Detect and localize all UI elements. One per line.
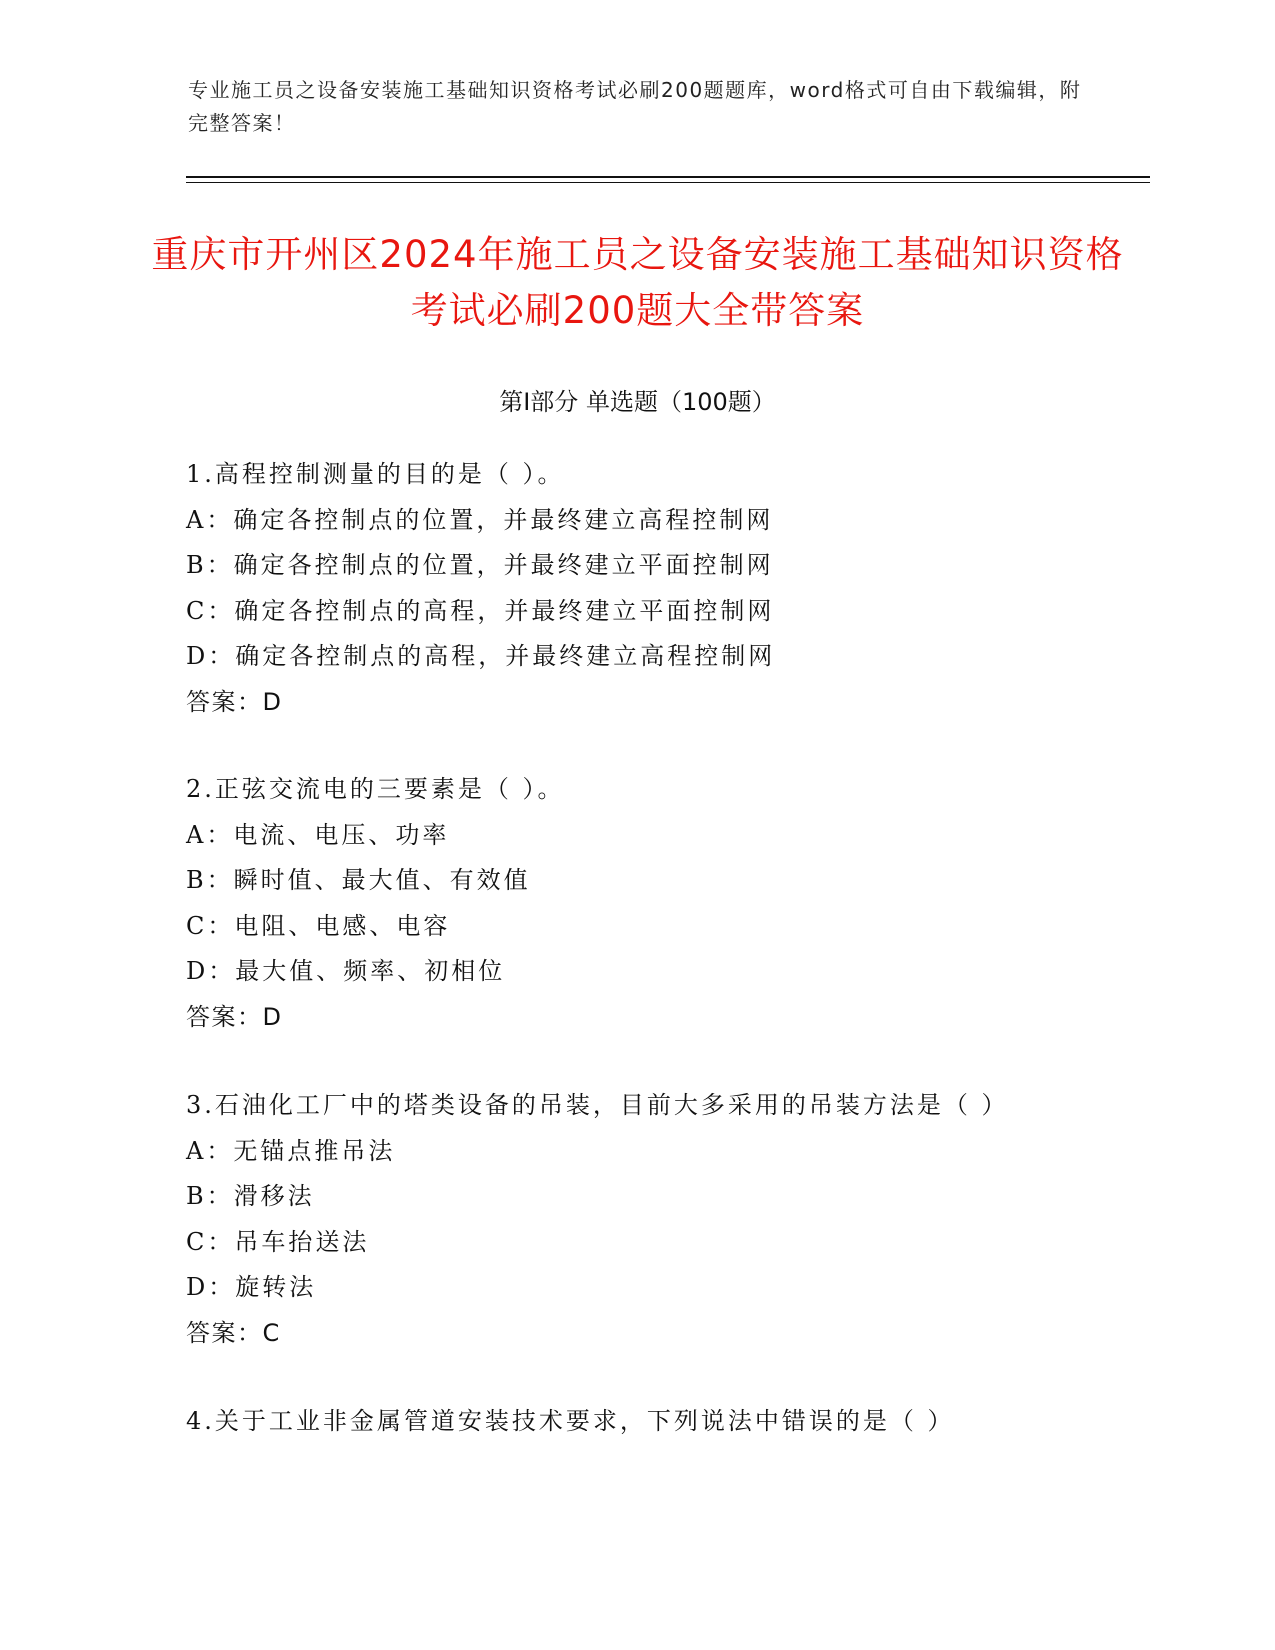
section-heading: 第Ⅰ部分 单选题（100题） (499, 388, 776, 416)
answer: 答案：D (186, 687, 283, 716)
header-note: 专业施工员之设备安装施工基础知识资格考试必刷200题题库，word格式可自由下载编辑，附完整答案！ (188, 78, 1082, 135)
question-3 (186, 1083, 1126, 1356)
question-stem: 2.正弦交流电的三要素是（ ）。 (186, 775, 565, 803)
header-rule-thin (186, 182, 1150, 183)
question-4 (186, 1399, 1126, 1445)
document-title: 重庆市开州区2024年施工员之设备安装施工基础知识资格考试必刷200题大全带答案 (151, 233, 1124, 332)
question-stem: 4.关于工业非金属管道安装技术要求，下列说法中错误的是（ ） (186, 1407, 955, 1435)
option-c: C：吊车抬送法 (186, 1227, 370, 1256)
option-a: A：电流、电压、功率 (186, 820, 450, 849)
question-stem: 3.石油化工厂中的塔类设备的吊装，目前大多采用的吊装方法是（ ） (186, 1091, 1009, 1119)
option-d: D：旋转法 (186, 1273, 317, 1301)
header-rule-thick (186, 176, 1150, 178)
option-d: D：确定各控制点的高程，并最终建立高程控制网 (186, 642, 776, 670)
question-1 (186, 452, 1126, 725)
option-a: A：确定各控制点的位置，并最终建立高程控制网 (186, 505, 774, 534)
option-d: D：最大值、频率、初相位 (186, 957, 506, 985)
option-b: B：滑移法 (186, 1182, 315, 1210)
option-c: C：确定各控制点的高程，并最终建立平面控制网 (186, 596, 775, 625)
option-c: C：电阻、电感、电容 (186, 911, 451, 940)
option-a: A：无锚点推吊法 (186, 1136, 396, 1165)
answer: 答案：C (186, 1318, 281, 1347)
question-2 (186, 767, 1126, 1040)
question-stem: 1.高程控制测量的目的是（ ）。 (186, 460, 565, 488)
option-b: B：瞬时值、最大值、有效值 (186, 866, 531, 894)
option-b: B：确定各控制点的位置，并最终建立平面控制网 (186, 551, 774, 579)
answer: 答案：D (186, 1002, 283, 1031)
